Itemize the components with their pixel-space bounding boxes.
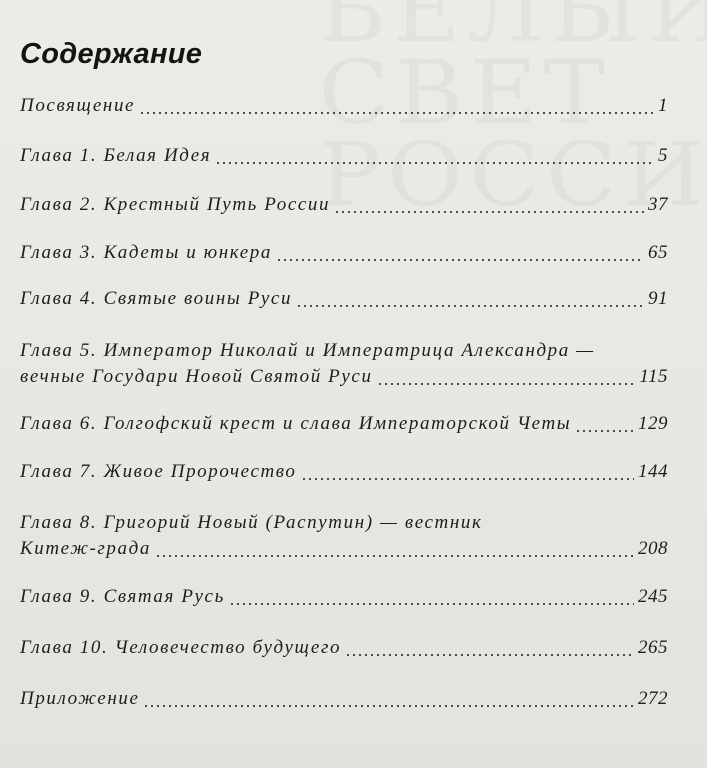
toc-entry[interactable] xyxy=(20,242,668,268)
toc-entry-page: 129 xyxy=(638,413,668,434)
dot-leader xyxy=(215,161,654,165)
toc-entry-title: Глава 6. Голгофский крест и слава Императорской Четы xyxy=(20,413,572,434)
toc-entry-page: 144 xyxy=(638,461,668,482)
toc-entry-page: 91 xyxy=(648,288,668,309)
dot-leader xyxy=(155,554,634,558)
toc-entry-title-line1: Глава 5. Император Николай и Императрица Александра — xyxy=(20,340,595,361)
dot-leader xyxy=(229,602,634,606)
toc-entry-title: Глава 4. Святые воины Руси xyxy=(20,288,293,309)
toc-entry[interactable] xyxy=(20,194,668,220)
toc-entry-title: Глава 10. Человечество будущего xyxy=(20,637,342,658)
toc-entry-page: 208 xyxy=(638,538,668,559)
dot-leader xyxy=(139,111,654,115)
toc-entry-title-line2: вечные Государи Новой Святой Руси xyxy=(20,366,373,387)
dot-leader xyxy=(377,382,636,386)
toc-entry[interactable] xyxy=(20,512,668,564)
dot-leader xyxy=(575,429,634,433)
toc-entry-page: 272 xyxy=(638,688,668,709)
toc-entry-page: 265 xyxy=(638,637,668,658)
toc-entry[interactable] xyxy=(20,688,668,714)
dot-leader xyxy=(276,258,644,262)
toc-entry[interactable] xyxy=(20,637,668,663)
toc-entry[interactable] xyxy=(20,586,668,612)
dot-leader xyxy=(296,304,644,308)
toc-entry[interactable] xyxy=(20,413,668,439)
toc-entry-title: Глава 9. Святая Русь xyxy=(20,586,225,607)
toc-entry-title: Посвящение xyxy=(20,95,136,116)
toc-entry-title: Глава 3. Кадеты и юнкера xyxy=(20,242,272,263)
toc-entry-title-line1: Глава 8. Григорий Новый (Распутин) — вестник xyxy=(20,512,483,533)
toc-entry-title: Глава 7. Живое Пророчество xyxy=(20,461,297,482)
toc-entry[interactable] xyxy=(20,95,668,121)
toc-entry-page: 37 xyxy=(648,194,668,215)
toc-entry-page: 65 xyxy=(648,242,668,263)
toc-entry-title-line2: Китеж-града xyxy=(20,538,151,559)
toc-entry-page: 1 xyxy=(658,95,668,116)
toc-entry-page: 5 xyxy=(658,145,668,166)
dot-leader xyxy=(334,210,644,214)
toc-entry-title: Приложение xyxy=(20,688,140,709)
dot-leader xyxy=(301,477,635,481)
toc-entry[interactable] xyxy=(20,340,668,392)
toc-entry-title: Глава 2. Крестный Путь России xyxy=(20,194,331,215)
dot-leader xyxy=(143,704,634,708)
dot-leader xyxy=(345,653,634,657)
toc-entry[interactable] xyxy=(20,461,668,487)
toc-heading: Содержание xyxy=(20,38,203,70)
toc-entry[interactable] xyxy=(20,145,668,171)
toc-entry[interactable] xyxy=(20,288,668,314)
toc-entry-page: 115 xyxy=(639,366,668,387)
toc-entry-title: Глава 1. Белая Идея xyxy=(20,145,212,166)
toc-entry-page: 245 xyxy=(638,586,668,607)
